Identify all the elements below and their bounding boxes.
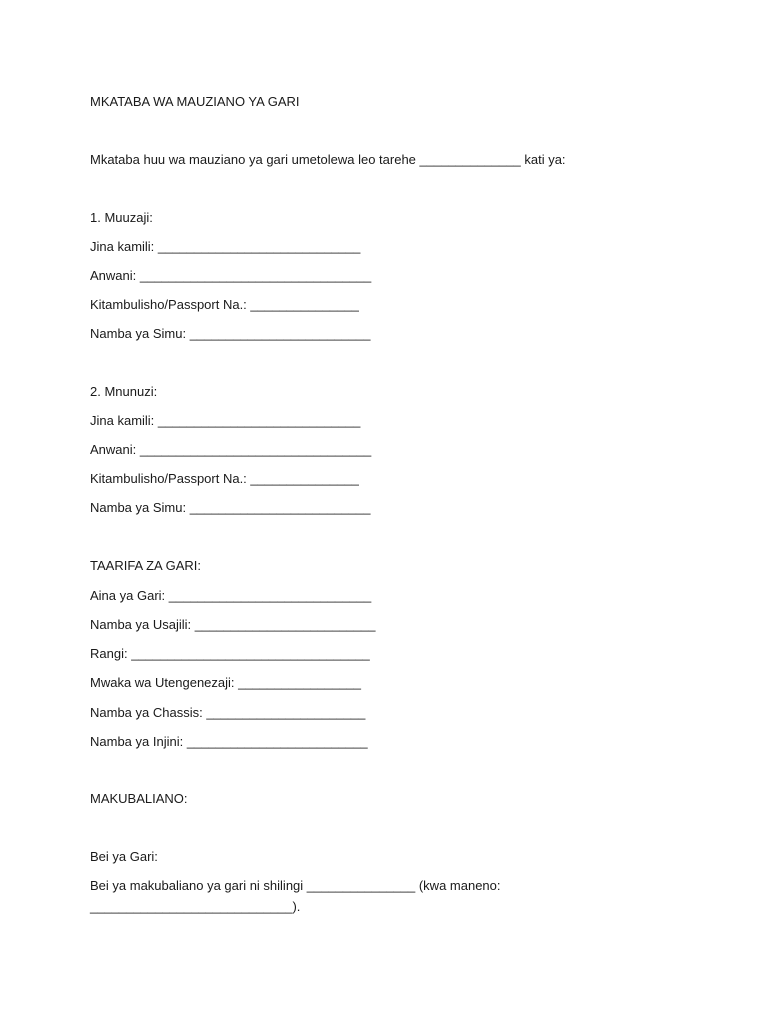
buyer-full-name-field: Jina kamili: ____________________________ bbox=[90, 413, 361, 428]
vehicle-heading: TAARIFA ZA GARI: bbox=[90, 558, 202, 573]
price-heading: Bei ya Gari: bbox=[90, 849, 158, 864]
buyer-heading: 2. Mnunuzi: bbox=[90, 384, 158, 399]
vehicle-chassis-field: Namba ya Chassis: ______________________ bbox=[90, 705, 366, 720]
seller-heading: 1. Muuzaji: bbox=[90, 210, 153, 225]
vehicle-registration-field: Namba ya Usajili: _________________________ bbox=[90, 617, 376, 632]
price-line-2: ____________________________). bbox=[90, 899, 301, 914]
seller-phone-field: Namba ya Simu: _________________________ bbox=[90, 326, 371, 341]
seller-id-passport-field: Kitambulisho/Passport Na.: _______________ bbox=[90, 297, 359, 312]
vehicle-engine-field: Namba ya Injini: _________________________ bbox=[90, 734, 368, 749]
intro-text: Mkataba huu wa mauziano ya gari umetolewa leo tarehe ______________ kati ya: bbox=[90, 152, 566, 167]
seller-full-name-field: Jina kamili: ____________________________ bbox=[90, 239, 361, 254]
buyer-address-field: Anwani: ________________________________ bbox=[90, 442, 372, 457]
buyer-id-passport-field: Kitambulisho/Passport Na.: _______________ bbox=[90, 471, 359, 486]
vehicle-year-field: Mwaka wa Utengenezaji: _________________ bbox=[90, 675, 362, 690]
agreement-heading: MAKUBALIANO: bbox=[90, 791, 188, 806]
vehicle-type-field: Aina ya Gari: ____________________________ bbox=[90, 588, 372, 603]
vehicle-color-field: Rangi: _________________________________ bbox=[90, 646, 370, 661]
seller-address-field: Anwani: ________________________________ bbox=[90, 268, 372, 283]
document-title: MKATABA WA MAUZIANO YA GARI bbox=[90, 94, 300, 109]
price-line-1: Bei ya makubaliano ya gari ni shilingi _______________ (kwa maneno: bbox=[90, 878, 501, 893]
buyer-phone-field: Namba ya Simu: _________________________ bbox=[90, 500, 371, 515]
